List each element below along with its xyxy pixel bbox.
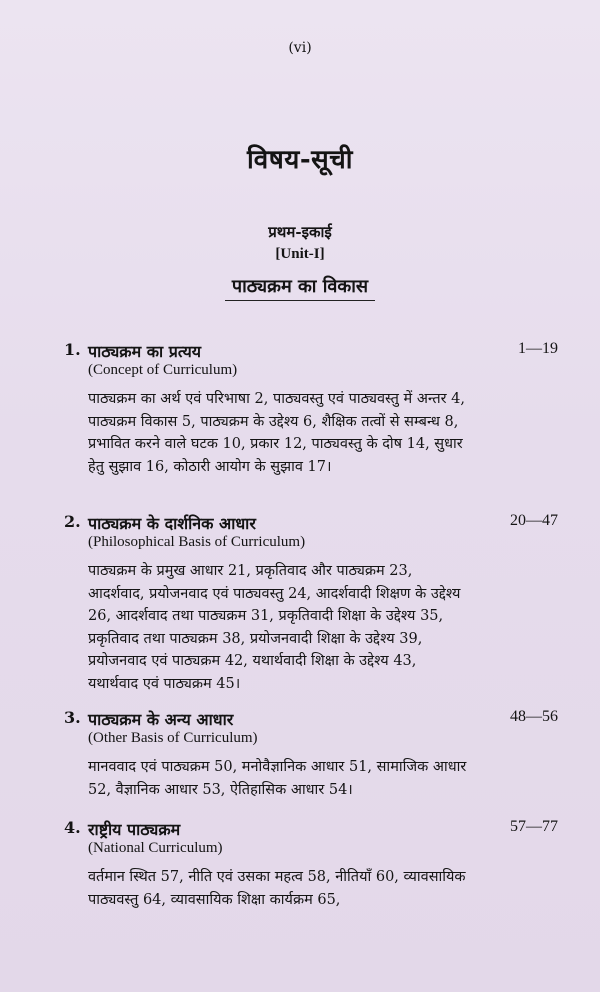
entry-page-range: 48—56 — [510, 708, 558, 725]
page-number: (vi) — [288, 40, 312, 56]
entry-description: मानववाद एवं पाठ्यक्रम 50, मनोवैज्ञानिक आधार 51, सामाजिक आधार 52, वैज्ञानिक आधार 53, ऐतिहासिक आधार 54। — [88, 759, 467, 798]
entry-title-english: (Philosophical Basis of Curriculum) — [88, 534, 306, 550]
entry-title-english: (Concept of Curriculum) — [88, 362, 238, 378]
unit-subtitle — [0, 274, 600, 301]
unit-heading-hindi: प्रथम-इकाई — [268, 223, 332, 241]
entry-title-hindi: पाठ्यक्रम के दार्शनिक आधार — [88, 514, 256, 533]
entry-number: 3. — [64, 708, 81, 727]
entry-description: पाठ्यक्रम के प्रमुख आधार 21, प्रकृतिवाद और पाठ्यक्रम 23, आदर्शवाद, प्रयोजनवाद एवं पाठ्यवस्तु 24, आदर्शवादी शिक्षण के उद्देश्य 26, आदर्शवाद तथा पाठ्यक्रम 31, प्रकृतिवादी शिक्षा के उद्देश्य 35, प्रकृतिवाद तथा पाठ्यक्रम 38, प्रयोजनवादी शिक्षा के उद्देश्य 39, प्रयोजनवाद एवं पाठ्यक्रम 42, यथार्थवादी शिक्षा के उद्देश्य 43, यथार्थवाद एवं पाठ्यक्रम 45। — [88, 563, 461, 692]
entry-title-hindi: पाठ्यक्रम का प्रत्यय — [88, 342, 202, 361]
entry-number: 4. — [64, 818, 81, 837]
unit-subtitle-text: पाठ्यक्रम का विकास — [231, 276, 369, 297]
entry-title-english: (Other Basis of Curriculum) — [88, 730, 258, 746]
entry-description: वर्तमान स्थित 57, नीति एवं उसका महत्व 58, नीतियाँ 60, व्यावसायिक पाठ्यवस्तु 64, व्यावसायिक शिक्षा कार्यक्रम 65, — [88, 869, 466, 908]
unit-heading-english: [Unit-I] — [275, 246, 325, 262]
entry-number: 1. — [64, 340, 81, 359]
entry-page-range: 20—47 — [510, 512, 558, 529]
entry-title-hindi: राष्ट्रीय पाठ्यक्रम — [88, 820, 181, 839]
subtitle-underline — [225, 300, 375, 301]
entry-description: पाठ्यक्रम का अर्थ एवं परिभाषा 2, पाठ्यवस्तु एवं पाठ्यवस्तु में अन्तर 4, पाठ्यक्रम विकास 5, पाठ्यक्रम के उद्देश्य 6, शैक्षिक तत्वों से सम्बन्ध 8, प्रभावित करने वाले घटक 10, प्रकार 12, पाठ्यवस्तु के दोष 14, सुधार हेतु सुझाव 16, कोठारी आयोग के सुझाव 17। — [88, 391, 466, 475]
entry-page-range: 1—19 — [518, 340, 558, 357]
entry-number: 2. — [64, 512, 81, 531]
page-title: विषय-सूची — [247, 145, 353, 175]
entry-title-hindi: पाठ्यक्रम के अन्य आधार — [88, 710, 234, 729]
entry-title-english: (National Curriculum) — [88, 840, 223, 856]
entry-page-range: 57—77 — [510, 818, 558, 835]
